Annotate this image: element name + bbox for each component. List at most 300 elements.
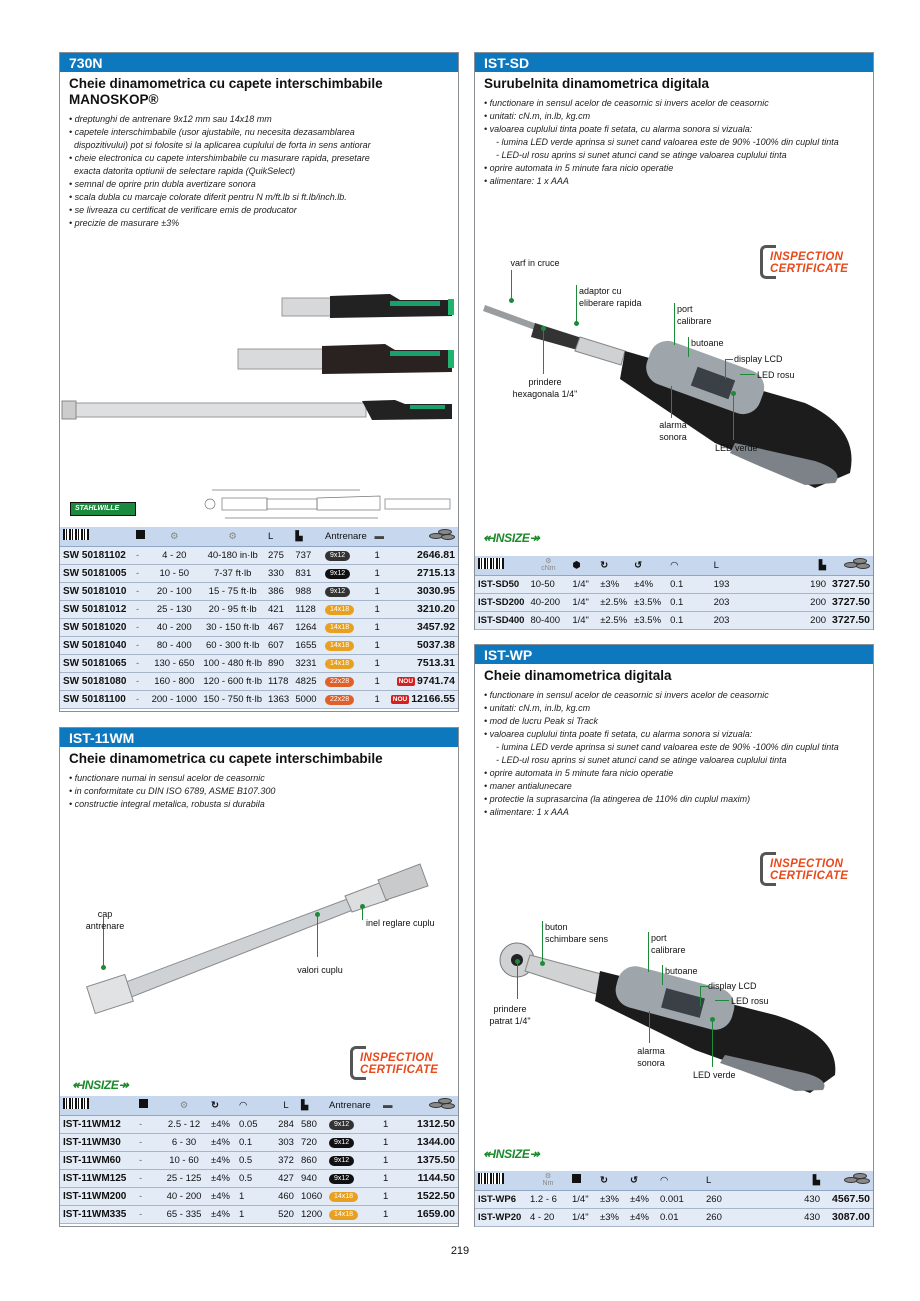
resolution: 0.05 bbox=[236, 1115, 274, 1133]
torque-imperial: 100 - 480 ft·lb bbox=[200, 654, 265, 672]
table-header bbox=[475, 556, 873, 575]
pack-qty: 1 bbox=[372, 582, 388, 600]
table-row bbox=[60, 618, 458, 636]
price: 1344.00 bbox=[400, 1133, 458, 1151]
pack-qty: 1 bbox=[372, 600, 388, 618]
product-table-wp bbox=[475, 1171, 873, 1227]
length: 260 bbox=[703, 1190, 783, 1208]
torque-range: 10-50 bbox=[527, 575, 569, 593]
callout-dot bbox=[574, 321, 579, 326]
torque-nm: 25 - 130 bbox=[148, 600, 200, 618]
torque-range: 1.2 - 6 bbox=[527, 1190, 569, 1208]
drive-cell: - bbox=[133, 546, 148, 564]
feature-item: • unitati: cN.m, in.lb, kg.cm bbox=[484, 111, 591, 121]
price: 3457.92 bbox=[417, 621, 455, 633]
callout-line bbox=[576, 285, 577, 323]
feature-item: dispozitivului) pot si folosite si la aplicarea cuplului de forta in sens antiorar bbox=[74, 140, 371, 150]
drive-size: 1/4" bbox=[569, 593, 597, 611]
torque-imperial: 7-37 ft·lb bbox=[200, 564, 265, 582]
feature-item: • se livreaza cu certificat de verificare emis de producator bbox=[69, 205, 297, 215]
table-row bbox=[60, 690, 458, 708]
feature-item: • oprire automata in 5 minute fara nicio operatie bbox=[484, 768, 674, 778]
callout-dot bbox=[731, 391, 736, 396]
length: 372 bbox=[274, 1151, 298, 1169]
price: 1144.50 bbox=[400, 1169, 458, 1187]
callout-line bbox=[543, 328, 544, 374]
table-row bbox=[60, 1133, 458, 1151]
price: 4567.50 bbox=[823, 1190, 873, 1208]
pack-qty: 1 bbox=[372, 672, 388, 690]
feature-item: • functionare numai in sensul acelor de ceasornic bbox=[69, 773, 265, 783]
drive-size-badge: 14x18 bbox=[325, 605, 354, 615]
length: 260 bbox=[703, 1208, 783, 1226]
callout-dot bbox=[710, 1017, 715, 1022]
weight-icon: ▙ bbox=[812, 1174, 820, 1186]
section-ist-sd bbox=[474, 52, 874, 630]
feature-list bbox=[475, 684, 873, 819]
product-code: SW 50181100 bbox=[60, 690, 133, 708]
callout-line bbox=[733, 393, 734, 440]
table-row bbox=[60, 582, 458, 600]
accuracy: ±4% bbox=[208, 1115, 236, 1133]
pack-qty: 1 bbox=[380, 1205, 400, 1223]
drive-size-cell bbox=[326, 1169, 380, 1187]
torque-imperial: 60 - 300 ft·lb bbox=[200, 636, 265, 654]
weight: 3231 bbox=[292, 654, 322, 672]
square-drive-icon bbox=[136, 530, 145, 539]
price: 2715.13 bbox=[417, 567, 455, 579]
torque-range: 80-400 bbox=[527, 611, 569, 629]
callout-line bbox=[542, 921, 543, 963]
accuracy-cw: ±3% bbox=[597, 1190, 627, 1208]
pack-qty: 1 bbox=[372, 564, 388, 582]
price: 1522.50 bbox=[400, 1187, 458, 1205]
table-row bbox=[60, 1151, 458, 1169]
weight: 4825 bbox=[292, 672, 322, 690]
price: 12166.55 bbox=[411, 693, 455, 705]
drive-cell: - bbox=[133, 636, 148, 654]
product-code: SW 50181005 bbox=[60, 564, 133, 582]
callout-dot bbox=[541, 326, 546, 331]
drive-size-badge: 9x12 bbox=[329, 1120, 354, 1130]
section-code: IST-11WM bbox=[60, 728, 458, 747]
drive-cell: - bbox=[133, 582, 148, 600]
length: 421 bbox=[265, 600, 292, 618]
drive-cell: - bbox=[133, 690, 148, 708]
clockwise-accuracy-icon: ↻ bbox=[600, 1174, 608, 1186]
drive-size: 1/4" bbox=[569, 575, 597, 593]
pack-qty: 1 bbox=[372, 618, 388, 636]
callout-line bbox=[674, 303, 675, 345]
package-qty-icon: ▬ bbox=[383, 1099, 393, 1111]
callout-dot bbox=[540, 961, 545, 966]
accuracy-cw: ±2.5% bbox=[597, 611, 631, 629]
barcode-icon bbox=[478, 1173, 504, 1184]
torque-range: 25 - 125 bbox=[160, 1169, 208, 1187]
feature-item: • scala dubla cu marcaje colorate diferit pentru N m/ft.lb si ft.lb/inch.lb. bbox=[69, 192, 347, 202]
feature-item: • functionare in sensul acelor de ceasornic si invers acelor de ceasornic bbox=[484, 98, 769, 108]
gauge-icon: ◠ bbox=[239, 1099, 248, 1111]
callout-line bbox=[688, 337, 689, 357]
gauge-icon: ◠ bbox=[660, 1174, 669, 1186]
drive-header: Antrenare bbox=[322, 527, 372, 546]
callout-line bbox=[740, 374, 755, 375]
pack-qty: 1 bbox=[372, 654, 388, 672]
product-code: SW 50181020 bbox=[60, 618, 133, 636]
pack-qty: 1 bbox=[372, 690, 388, 708]
drive-size-cell bbox=[322, 672, 372, 690]
torque-imperial: 20 - 95 ft·lb bbox=[200, 600, 265, 618]
weight: 1060 bbox=[298, 1187, 326, 1205]
table-row bbox=[60, 1205, 458, 1223]
accuracy-ccw: ±4% bbox=[631, 575, 667, 593]
package-qty-icon: ▬ bbox=[374, 530, 385, 542]
feature-list bbox=[60, 767, 458, 811]
length: 284 bbox=[274, 1115, 298, 1133]
table-row bbox=[475, 611, 873, 629]
drive-size-cell bbox=[322, 600, 372, 618]
product-table-11wm bbox=[60, 1096, 458, 1224]
callout-alarma: alarma sonora bbox=[637, 1046, 665, 1068]
weight: 200 bbox=[789, 611, 829, 629]
drive-size-badge: 14x18 bbox=[325, 659, 354, 669]
price-cell bbox=[388, 600, 458, 618]
clockwise-icon: ↻ bbox=[211, 1099, 219, 1111]
drive-size-badge: 14x18 bbox=[325, 623, 354, 633]
weight-icon: ▙ bbox=[301, 1099, 309, 1111]
callout-dot bbox=[101, 965, 106, 970]
drive-size-cell bbox=[322, 690, 372, 708]
callout-line bbox=[715, 1000, 729, 1001]
price-cell bbox=[388, 654, 458, 672]
weight: 430 bbox=[783, 1190, 823, 1208]
callout-led-verde: LED verde bbox=[693, 1070, 736, 1080]
torque-range: 10 - 60 bbox=[160, 1151, 208, 1169]
section-ist-11wm bbox=[59, 727, 459, 1227]
accuracy: ±4% bbox=[208, 1205, 236, 1223]
feature-item: - LED-ul rosu aprins si sunet atunci cand se atinge valoarea cuplului tinta bbox=[496, 150, 787, 160]
feature-item: - lumina LED verde aprinsa si sunet cand valoarea este de 90% -100% din cuplul tinta bbox=[496, 742, 839, 752]
section-code: IST-WP bbox=[475, 645, 873, 664]
feature-item: • alimentare: 1 x AAA bbox=[484, 176, 569, 186]
table-row bbox=[60, 600, 458, 618]
drive-size-cell bbox=[322, 582, 372, 600]
table-row bbox=[475, 1190, 873, 1208]
resolution: 0.1 bbox=[236, 1133, 274, 1151]
callout-valori: valori cuplu bbox=[297, 965, 343, 975]
section-ist-wp bbox=[474, 644, 874, 1227]
price-cell bbox=[388, 564, 458, 582]
feature-item: • oprire automata in 5 minute fara nicio operatie bbox=[484, 163, 674, 173]
table-row bbox=[60, 672, 458, 690]
accuracy-cw: ±3% bbox=[597, 575, 631, 593]
weight-icon: ▙ bbox=[295, 530, 303, 542]
torque-ftlb-icon: ⚙ bbox=[228, 530, 237, 542]
new-badge: NOU bbox=[398, 677, 414, 685]
insize-logo: ↞INSIZE↠ bbox=[483, 1147, 540, 1161]
torque-imperial: 15 - 75 ft·lb bbox=[200, 582, 265, 600]
pack-qty: 1 bbox=[380, 1169, 400, 1187]
feature-item: • dreptunghi de antrenare 9x12 mm sau 14x18 mm bbox=[69, 114, 272, 124]
weight: 430 bbox=[783, 1208, 823, 1226]
callout-line bbox=[671, 386, 672, 418]
accuracy: ±4% bbox=[208, 1169, 236, 1187]
table-row bbox=[60, 546, 458, 564]
feature-item: exacta datorita optiunii de selectare rapida (QuikSelect) bbox=[74, 166, 296, 176]
torque-nm: 10 - 50 bbox=[148, 564, 200, 582]
torque-nm: 80 - 400 bbox=[148, 636, 200, 654]
price: 3727.50 bbox=[829, 611, 873, 629]
drive-size-badge: 14x18 bbox=[329, 1210, 358, 1220]
pack-qty: 1 bbox=[380, 1133, 400, 1151]
table-row bbox=[475, 593, 873, 611]
accuracy: ±4% bbox=[208, 1151, 236, 1169]
counterclockwise-accuracy-icon: ↺ bbox=[634, 559, 643, 571]
table-row bbox=[60, 1115, 458, 1133]
drive-size-badge: 9x12 bbox=[329, 1174, 354, 1184]
accuracy: ±4% bbox=[208, 1187, 236, 1205]
price-cell bbox=[388, 636, 458, 654]
price-cell bbox=[388, 546, 458, 564]
drive-cell: - bbox=[133, 654, 148, 672]
section-title: Cheie dinamometrica cu capete interschimbabile bbox=[69, 751, 383, 766]
drive-size-badge: 9x12 bbox=[325, 587, 350, 597]
callout-line bbox=[700, 986, 708, 987]
table-row bbox=[60, 636, 458, 654]
resolution: 0.1 bbox=[667, 575, 710, 593]
drive-size-cell bbox=[326, 1115, 380, 1133]
drive-size-badge: 14x18 bbox=[329, 1192, 358, 1202]
feature-item: - lumina LED verde aprinsa si sunet cand valoarea este de 90% -100% din cuplul tinta bbox=[496, 137, 839, 147]
weight: 190 bbox=[789, 575, 829, 593]
length: 607 bbox=[265, 636, 292, 654]
price: 5037.38 bbox=[417, 639, 455, 651]
square-drive-icon bbox=[139, 1099, 148, 1108]
square-drive-icon bbox=[572, 1174, 581, 1183]
drive-size-cell bbox=[322, 636, 372, 654]
drive-cell: - bbox=[133, 672, 148, 690]
feature-item: • mod de lucru Peak si Track bbox=[484, 716, 599, 726]
torque-range: 4 - 20 bbox=[527, 1208, 569, 1226]
pack-qty: 1 bbox=[380, 1151, 400, 1169]
feature-item: - LED-ul rosu aprins si sunet atunci cand se atinge valoarea cuplului tinta bbox=[496, 755, 787, 765]
price: 1312.50 bbox=[400, 1115, 458, 1133]
hex-drive-icon: ⬢ bbox=[572, 559, 581, 571]
torque-range: 40 - 200 bbox=[160, 1187, 208, 1205]
torque-imperial: 150 - 750 ft·lb bbox=[200, 690, 265, 708]
drive-size-cell bbox=[326, 1151, 380, 1169]
inspection-certificate-badge: INSPECTION CERTIFICATE bbox=[760, 245, 862, 279]
callout-prindere: prindere hexagonala 1/4" bbox=[512, 377, 578, 399]
price: 1659.00 bbox=[400, 1205, 458, 1223]
feature-item: • semnal de oprire prin dubla avertizare sonora bbox=[69, 179, 256, 189]
table-row bbox=[475, 1208, 873, 1226]
length: 460 bbox=[274, 1187, 298, 1205]
table-header bbox=[60, 527, 458, 546]
pack-qty: 1 bbox=[380, 1115, 400, 1133]
price-cell bbox=[388, 618, 458, 636]
drive-size-cell bbox=[322, 564, 372, 582]
product-table-sd bbox=[475, 556, 873, 630]
price-coins-icon bbox=[429, 1098, 455, 1109]
drive-cell: - bbox=[136, 1115, 160, 1133]
inspection-certificate-badge: INSPECTION CERTIFICATE bbox=[350, 1046, 452, 1080]
torque-nm: 160 - 800 bbox=[148, 672, 200, 690]
callout-display: display LCD bbox=[734, 354, 783, 364]
feature-item: • valoarea cuplului tinta poate fi setata, cu alarma sonora si vizuala: bbox=[484, 729, 753, 739]
callout-cap: cap antrenare bbox=[85, 909, 125, 931]
product-code: IST-11WM60 bbox=[60, 1151, 136, 1169]
section-title: Surubelnita dinamometrica digitala bbox=[484, 76, 710, 91]
price-cell bbox=[388, 582, 458, 600]
section-title: Cheie dinamometrica cu capete interschimbabile MANOSKOP® bbox=[69, 76, 383, 107]
resolution: 1 bbox=[236, 1205, 274, 1223]
callout-line bbox=[700, 986, 701, 1006]
torque-nm-icon: ⚙ bbox=[170, 530, 179, 542]
feature-item: • alimentare: 1 x AAA bbox=[484, 807, 569, 817]
length: 520 bbox=[274, 1205, 298, 1223]
drive-cell: - bbox=[136, 1187, 160, 1205]
price: 9741.74 bbox=[417, 675, 455, 687]
length: 193 bbox=[711, 575, 790, 593]
pack-qty: 1 bbox=[372, 636, 388, 654]
length-header: L bbox=[265, 527, 292, 546]
feature-item: • protectie la suprasarcina (la atingerea de 110% din cuplul maxim) bbox=[484, 794, 751, 804]
callout-butoane: butoane bbox=[691, 338, 724, 348]
section-730n bbox=[59, 52, 459, 712]
drive-cell: - bbox=[136, 1205, 160, 1223]
drive-cell: - bbox=[136, 1133, 160, 1151]
callout-line bbox=[725, 359, 726, 379]
price: 1375.50 bbox=[400, 1151, 458, 1169]
length: 303 bbox=[274, 1133, 298, 1151]
callout-inel: inel reglare cuplu bbox=[366, 918, 435, 928]
resolution: 0.1 bbox=[667, 611, 710, 629]
length: 203 bbox=[711, 611, 790, 629]
torque-range: 40-200 bbox=[527, 593, 569, 611]
product-code: IST-11WM335 bbox=[60, 1205, 136, 1223]
length: 1178 bbox=[265, 672, 292, 690]
accuracy: ±4% bbox=[208, 1133, 236, 1151]
pack-qty: 1 bbox=[380, 1187, 400, 1205]
weight: 1655 bbox=[292, 636, 322, 654]
torque-imperial: 120 - 600 ft·lb bbox=[200, 672, 265, 690]
product-code: SW 50181065 bbox=[60, 654, 133, 672]
callout-prindere: prindere patrat 1/4" bbox=[489, 1004, 531, 1026]
torque-nm: 40 - 200 bbox=[148, 618, 200, 636]
drive-cell: - bbox=[133, 600, 148, 618]
weight: 1264 bbox=[292, 618, 322, 636]
product-code: IST-WP6 bbox=[475, 1190, 527, 1208]
torque-nm: 200 - 1000 bbox=[148, 690, 200, 708]
callout-butoane: butoane bbox=[665, 966, 698, 976]
drive-size: 1/4" bbox=[569, 611, 597, 629]
length-header: L bbox=[703, 1171, 783, 1190]
table-row bbox=[60, 564, 458, 582]
price: 3727.50 bbox=[829, 575, 873, 593]
page-number: 219 bbox=[450, 1245, 470, 1257]
feature-item: • capetele interschimbabile (usor ajustabile, nu necesita dezasamblarea bbox=[69, 127, 355, 137]
length: 467 bbox=[265, 618, 292, 636]
product-code: IST-SD50 bbox=[475, 575, 527, 593]
torque-range-icon: ⚙ bbox=[545, 558, 552, 566]
resolution: 0.001 bbox=[657, 1190, 703, 1208]
drive-size: 1/4" bbox=[569, 1190, 597, 1208]
torque-range-icon: ⚙ bbox=[544, 1173, 552, 1181]
callout-port: port calibrare bbox=[651, 933, 686, 955]
table-header bbox=[475, 1171, 873, 1190]
section-title: Cheie dinamometrica digitala bbox=[484, 668, 672, 683]
barcode-icon bbox=[63, 1098, 89, 1109]
torque-imperial: 40-180 in·lb bbox=[200, 546, 265, 564]
resolution: 0.1 bbox=[667, 593, 710, 611]
callout-varf: varf in cruce bbox=[510, 258, 560, 268]
feature-item: • constructie integral metalica, robusta si durabila bbox=[69, 799, 265, 809]
product-code: SW 50181010 bbox=[60, 582, 133, 600]
feature-item: • in conformitate cu DIN ISO 6789, ASME B107.300 bbox=[69, 786, 276, 796]
weight: 720 bbox=[298, 1133, 326, 1151]
callout-line bbox=[649, 1011, 650, 1043]
pack-qty: 1 bbox=[372, 546, 388, 564]
unit-label: cNm bbox=[541, 565, 556, 573]
table-header bbox=[60, 1096, 458, 1115]
drive-size-cell bbox=[322, 618, 372, 636]
drive-cell: - bbox=[136, 1169, 160, 1187]
callout-line bbox=[511, 270, 512, 300]
callout-line bbox=[317, 914, 318, 957]
drive-size-cell bbox=[322, 654, 372, 672]
weight: 860 bbox=[298, 1151, 326, 1169]
product-code: SW 50181040 bbox=[60, 636, 133, 654]
price-cell bbox=[388, 690, 458, 708]
product-code: IST-11WM125 bbox=[60, 1169, 136, 1187]
torque-range: 2.5 - 12 bbox=[160, 1115, 208, 1133]
drive-size-cell bbox=[326, 1187, 380, 1205]
drive-size-cell bbox=[326, 1133, 380, 1151]
torque-range: 65 - 335 bbox=[160, 1205, 208, 1223]
drive-size: 1/4" bbox=[569, 1208, 597, 1226]
price-coins-icon bbox=[429, 529, 455, 540]
accuracy-ccw: ±3.5% bbox=[631, 593, 667, 611]
counterclockwise-accuracy-icon: ↺ bbox=[630, 1174, 638, 1186]
product-code: SW 50181012 bbox=[60, 600, 133, 618]
price: 3210.20 bbox=[417, 603, 455, 615]
drive-size-badge: 14x18 bbox=[325, 641, 354, 651]
price: 3727.50 bbox=[829, 593, 873, 611]
clockwise-accuracy-icon: ↻ bbox=[600, 559, 609, 571]
drive-size-badge: 9x12 bbox=[329, 1156, 354, 1166]
callout-dot bbox=[315, 912, 320, 917]
section-code: IST-SD bbox=[475, 53, 873, 72]
product-code: SW 50181080 bbox=[60, 672, 133, 690]
product-code: IST-SD400 bbox=[475, 611, 527, 629]
length: 1363 bbox=[265, 690, 292, 708]
feature-item: • valoarea cuplului tinta poate fi setata, cu alarma sonora si vizuala: bbox=[484, 124, 753, 134]
stahlwille-logo: STAHLWILLE bbox=[70, 502, 136, 516]
callout-dot bbox=[509, 298, 514, 303]
section-code: 730N bbox=[60, 53, 458, 72]
feature-item: • precizie de masurare ±3% bbox=[69, 218, 180, 228]
product-table-730n bbox=[60, 527, 458, 709]
table-row bbox=[60, 1187, 458, 1205]
accuracy-ccw: ±4% bbox=[627, 1208, 657, 1226]
weight: 1200 bbox=[298, 1205, 326, 1223]
table-row bbox=[475, 575, 873, 593]
callout-buton: buton schimbare sens bbox=[545, 922, 609, 944]
accuracy-ccw: ±3.5% bbox=[631, 611, 667, 629]
length: 275 bbox=[265, 546, 292, 564]
feature-item: • functionare in sensul acelor de ceasornic si invers acelor de ceasornic bbox=[484, 690, 769, 700]
